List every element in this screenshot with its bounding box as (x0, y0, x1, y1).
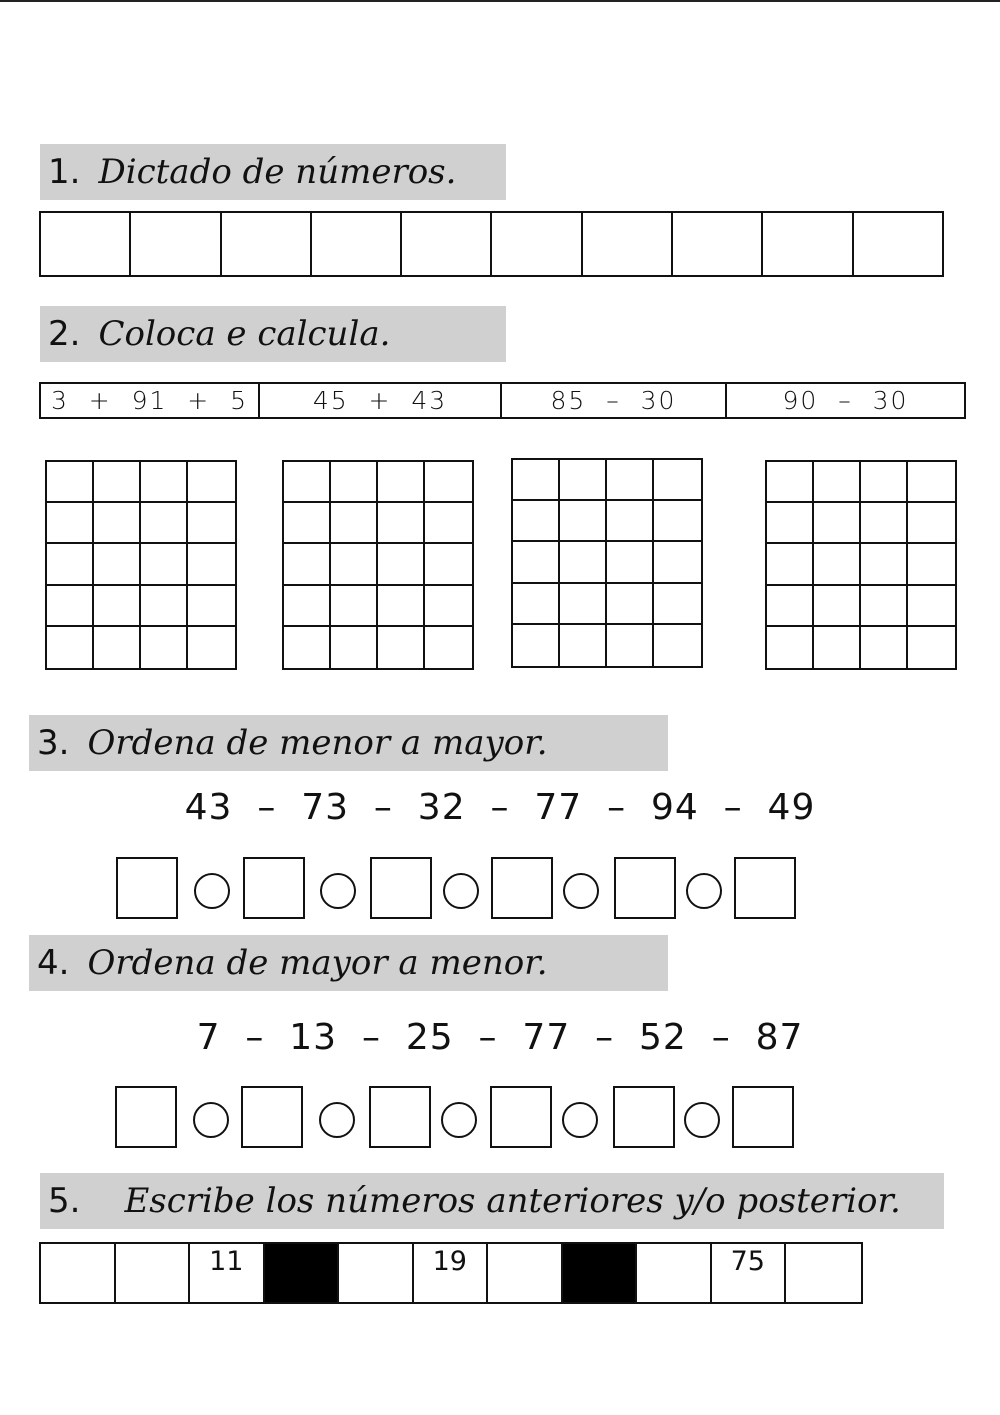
order-box[interactable] (243, 857, 305, 919)
section-5-number: 5. (48, 1181, 81, 1221)
compare-circle[interactable] (441, 1102, 477, 1138)
filled-sequence-cell (265, 1244, 340, 1302)
section-5-header (40, 1173, 944, 1229)
dictation-boxes (39, 211, 944, 277)
section-3-number: 3. (37, 723, 70, 763)
sequence-row (39, 1242, 863, 1304)
dictation-box[interactable] (583, 213, 673, 275)
section-1-header (40, 144, 506, 200)
compare-circle[interactable] (320, 873, 356, 909)
order-box[interactable] (490, 1086, 552, 1148)
sequence-cell[interactable] (786, 1244, 861, 1302)
operation-2: 45 + 43 (260, 384, 502, 417)
section-4-number: 4. (37, 943, 70, 983)
compare-circle[interactable] (562, 1102, 598, 1138)
order-box[interactable] (613, 1086, 675, 1148)
compare-circle[interactable] (563, 873, 599, 909)
order-box[interactable] (614, 857, 676, 919)
dictation-box[interactable] (492, 213, 582, 275)
dictation-box[interactable] (402, 213, 492, 275)
calc-grid-4[interactable] (765, 460, 957, 670)
operation-3: 85 – 30 (502, 384, 727, 417)
section-5-title: Escribe los números anteriores y/o posterior. (124, 1181, 901, 1221)
section-3-title: Ordena de menor a mayor. (87, 723, 548, 763)
calc-grid-1[interactable] (45, 460, 237, 670)
sequence-cell: 11 (190, 1244, 265, 1302)
order-box[interactable] (241, 1086, 303, 1148)
dictation-box[interactable] (41, 213, 131, 275)
dictation-box[interactable] (763, 213, 853, 275)
order-box[interactable] (491, 857, 553, 919)
compare-circle[interactable] (684, 1102, 720, 1138)
compare-circle[interactable] (443, 873, 479, 909)
calc-grid-3[interactable] (511, 458, 703, 668)
sequence-cell: 19 (414, 1244, 489, 1302)
sequence-cell: 75 (712, 1244, 787, 1302)
order-box[interactable] (369, 1086, 431, 1148)
section-2-title: Coloca e calcula. (98, 314, 391, 354)
sequence-cell[interactable] (637, 1244, 712, 1302)
section-1-number: 1. (48, 152, 81, 192)
ascending-number-list: 43 – 73 – 32 – 77 – 94 – 49 (184, 787, 816, 828)
operations-row (39, 382, 966, 419)
dictation-box[interactable] (673, 213, 763, 275)
section-3-header (29, 715, 668, 771)
operation-1: 3 + 91 + 5 (41, 384, 260, 417)
section-4-header (29, 935, 668, 991)
sequence-cell[interactable] (488, 1244, 563, 1302)
section-4-title: Ordena de mayor a menor. (87, 943, 548, 983)
descending-number-list: 7 – 13 – 25 – 77 – 52 – 87 (196, 1017, 804, 1058)
filled-sequence-cell (563, 1244, 638, 1302)
dictation-box[interactable] (131, 213, 221, 275)
sequence-cell[interactable] (41, 1244, 116, 1302)
compare-circle[interactable] (319, 1102, 355, 1138)
section-2-number: 2. (48, 314, 81, 354)
order-box[interactable] (116, 857, 178, 919)
section-1-title: Dictado de números. (98, 152, 457, 192)
compare-circle[interactable] (194, 873, 230, 909)
sequence-cell[interactable] (339, 1244, 414, 1302)
order-box[interactable] (115, 1086, 177, 1148)
order-box[interactable] (734, 857, 796, 919)
calc-grid-2[interactable] (282, 460, 474, 670)
section-2-header (40, 306, 506, 362)
sequence-cell[interactable] (116, 1244, 191, 1302)
order-box[interactable] (370, 857, 432, 919)
dictation-box[interactable] (312, 213, 402, 275)
operation-4: 90 – 30 (782, 386, 909, 415)
compare-circle[interactable] (193, 1102, 229, 1138)
compare-circle[interactable] (686, 873, 722, 909)
order-box[interactable] (732, 1086, 794, 1148)
dictation-box[interactable] (854, 213, 942, 275)
dictation-box[interactable] (222, 213, 312, 275)
top-border-line (0, 0, 1000, 2)
